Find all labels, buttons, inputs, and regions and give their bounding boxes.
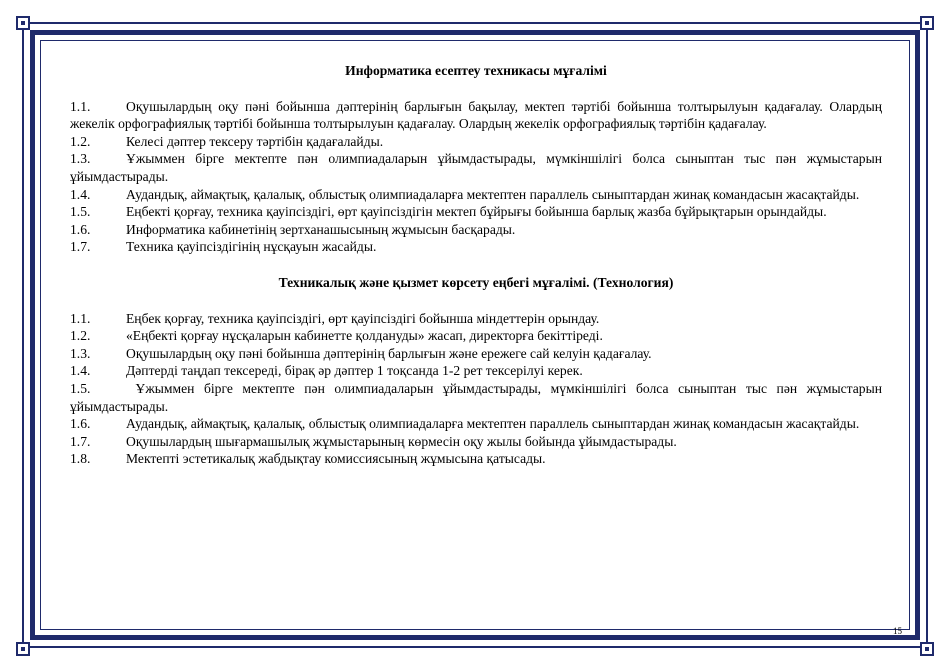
- frame-corner-ornament: [16, 642, 30, 656]
- duty-item-text: Аудандық, аймақтық, қалалық, облыстық олимпиадаларға мектептен параллель сыныптардан жинақ командасын жасақтайды.: [126, 186, 860, 202]
- duty-item-text: Келесі дәптер тексеру тәртібін қадағалайды.: [126, 133, 384, 149]
- duty-item-number: 1.1.: [70, 98, 91, 114]
- section-heading-technology: Техникалық және қызмет көрсету еңбегі мұғалімі. (Технология): [278, 274, 674, 290]
- duty-item-number: 1.6.: [70, 221, 91, 237]
- duty-item-number: 1.3.: [70, 345, 91, 361]
- informatics-duties-list: [70, 98, 882, 256]
- frame-corner-ornament: [16, 16, 30, 30]
- duty-item-text: Оқушылардың оқу пәні бойынша дәптерінің барлығын бақылау, мектеп тәртібі бойынша толтырылуын қадағалау. Олардың жекелік орфографиялық тәртібі бойынша толтырылуын қадағалау. Олардың жекелік орфографиялық тәртібін қадағалау.: [70, 98, 882, 132]
- duty-item-text: Оқушылардың шығармашылық жұмыстарының көрмесін оқу жылы бойында ұйымдастырады.: [126, 433, 677, 449]
- frame-corner-ornament: [920, 16, 934, 30]
- duty-item-number: 1.5.: [70, 380, 91, 396]
- duty-item-number: 1.4.: [70, 363, 91, 379]
- technology-duties-list: [70, 310, 882, 468]
- duty-item-number: 1.8.: [70, 451, 91, 467]
- duty-item: [70, 98, 882, 133]
- duty-item: [70, 345, 882, 363]
- duty-item-number: 1.7.: [70, 433, 91, 449]
- duty-item-number: 1.2.: [70, 133, 91, 149]
- duty-item-text: «Еңбекті қорғау нұсқаларын кабинетте қолдануды» жасап, директорға бекіттіреді.: [126, 328, 603, 344]
- duty-item-number: 1.5.: [70, 204, 91, 220]
- document-body: [70, 58, 882, 468]
- duty-item-text: Мектепті эстетикалық жабдықтау комиссиясының жұмысына қатысады.: [126, 451, 546, 467]
- duty-item: [70, 150, 882, 185]
- duty-item-text: Аудандық, аймақтық, қалалық, облыстық олимпиадаларға мектептен параллель сыныптардан жинақ командасын жасақтайды.: [126, 416, 860, 432]
- duty-item: [70, 238, 882, 256]
- duty-item: [70, 327, 882, 345]
- duty-item-number: 1.2.: [70, 328, 91, 344]
- duty-item-text: Оқушылардың оқу пәні бойынша дәптерінің барлығын және ережеге сай келуін қадағалау.: [126, 345, 652, 361]
- duty-item-number: 1.3.: [70, 151, 91, 167]
- duty-item-text: Информатика кабинетінің зертханашысының жұмысын басқарады.: [126, 221, 516, 237]
- duty-item: [70, 133, 882, 151]
- page-number: 15: [893, 626, 902, 636]
- duty-item-text: Ұжыммен бірге мектепте пән олимпиадаларын ұйымдастырады, мүмкіншілігі болса сыныптан тыс пән жұмыстарын ұйымдастырады.: [70, 151, 882, 184]
- duty-item: [70, 415, 882, 433]
- duty-item-number: 1.4.: [70, 186, 91, 202]
- duty-item-text: Дәптерді таңдап тексереді, бірақ әр дәптер 1 тоқсанда 1-2 рет тексерілуі керек.: [126, 363, 583, 379]
- duty-item: [70, 203, 882, 221]
- duty-item-text: Еңбек қорғау, техника қауіпсіздігі, өрт қауіпсіздігі бойынша міндеттерін орындау.: [126, 310, 600, 326]
- frame-corner-ornament: [920, 642, 934, 656]
- duty-item: [70, 362, 882, 380]
- duty-item: [70, 380, 882, 415]
- duty-item: [70, 310, 882, 328]
- section-heading-informatics: Информатика есептеу техникасы мұғалімі: [345, 63, 607, 78]
- duty-item-text: Еңбекті қорғау, техника қауіпсіздігі, өрт қауіпсіздігін мектеп бұйрығы бойынша барлық жазба бұйрықтарын орындайды.: [126, 204, 827, 220]
- duty-item-text: Техника қауіпсіздігінің нұсқауын жасайды.: [126, 239, 377, 255]
- duty-item-number: 1.6.: [70, 416, 91, 432]
- duty-item-number: 1.1.: [70, 310, 91, 326]
- duty-item: [70, 450, 882, 468]
- duty-item: [70, 433, 882, 451]
- duty-item: [70, 186, 882, 204]
- duty-item: [70, 221, 882, 239]
- duty-item-number: 1.7.: [70, 239, 91, 255]
- duty-item-text: Ұжыммен бірге мектепте пән олимпиадаларын ұйымдастырады, мүмкіншілігі болса сыныптан тыс пән жұмыстарын ұйымдастырады.: [70, 380, 882, 414]
